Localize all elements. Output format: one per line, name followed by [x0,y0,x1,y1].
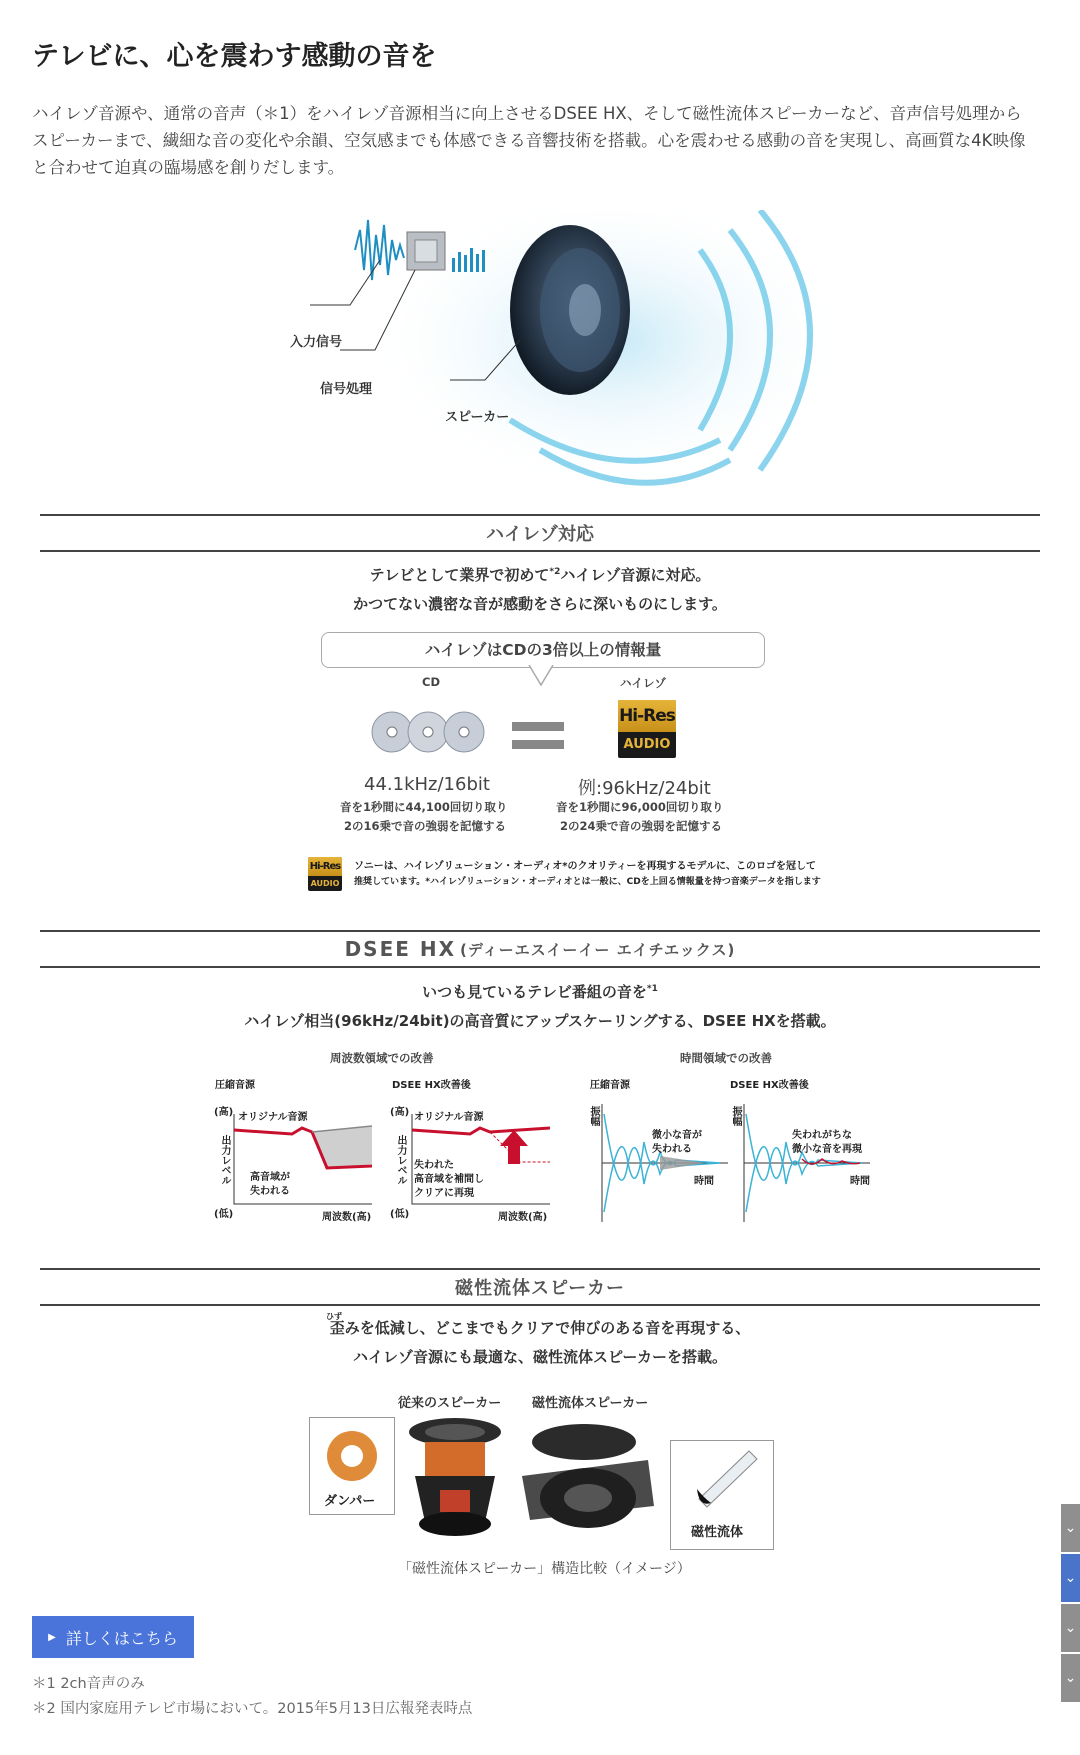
fluid-label: 磁性流体 [691,1525,744,1540]
chevron-down-icon: ⌄ [1064,1520,1077,1536]
ruby-text: ひず [326,1312,342,1321]
time-compressed-label: 圧縮音源 [590,1080,630,1091]
hires-note-2: 推奨しています。*ハイレゾリューション・オーディオとは一般に、CDを上回る情報量を持つ音楽データを指します [354,877,821,887]
conventional-speaker-image [400,1412,510,1542]
magnetic-fluid-icon [689,1449,759,1509]
high-label: (高) [214,1107,234,1118]
output-level-label: 出力レベル [219,1135,230,1185]
section-title: ハイレゾ対応 [486,524,594,545]
original-label: オリジナル音源 [238,1112,308,1123]
damper-label: ダンパー [324,1494,376,1509]
label-magnetic-speaker: 磁性流体スピーカー [532,1396,649,1411]
label-signal-processing: 信号処理 [320,382,373,397]
damper-box [309,1417,395,1515]
cd-desc-2: 2の16乗で音の強弱を記憶する [344,819,507,833]
section-header-magnetic: 磁性流体スピーカー [40,1268,1040,1306]
detail-button[interactable] [32,1616,194,1658]
cd-desc-1: 音を1秒間に44,100回切り取り [340,800,508,814]
hires-spec: 例:96kHz/24bit [578,778,711,799]
damper-icon [324,1428,380,1484]
section-header-dsee: DSEE HX (ディーエスイーイー エイチエックス) [40,930,1040,968]
amplitude-label-2: 振幅 [730,1106,741,1126]
chevron-down-icon: ⌄ [1064,1670,1077,1686]
sound-system-illustration [280,210,850,500]
tiny-lost-2: 失われる [652,1144,692,1155]
speaker-caption: 「磁性流体スピーカー」構造比較（イメージ） [398,1561,691,1577]
info-bubble: ハイレゾはCDの3倍以上の情報量 [321,632,765,668]
high-label-2: (高) [390,1107,410,1118]
cd-label: CD [422,675,440,689]
footnote-1: ＊1 2ch音声のみ [32,1676,145,1692]
time-axis-label: 時間 [694,1176,714,1187]
up-arrow-icon [500,1130,528,1164]
chevron-right-icon: ▶ [48,1631,56,1643]
freq-title: 周波数領域での改善 [330,1051,434,1065]
label-input-signal: 入力信号 [290,335,343,350]
input-waveform [355,220,404,280]
original-label-2: オリジナル音源 [414,1112,484,1123]
magnetic-description: 歪みを低減し、どこまでもクリアで伸びのある音を再現する、 ハイレゾ音源にも最適な、磁性流体スピーカーを搭載。 [329,1319,751,1366]
detail-button-label: 詳しくはこちら [65,1628,178,1648]
lost-high-1: 高音域が [250,1172,290,1183]
time-chart-improved [742,1104,872,1224]
cd-discs-icon [370,710,490,754]
lost-high-2: 失われる [250,1186,290,1197]
scroll-button-2[interactable] [1061,1554,1080,1602]
time-improved-label: DSEE HX改善後 [730,1080,809,1091]
hires-note-1: ソニーは、ハイレゾリューション・オーディオ*のクオリティーを再現するモデルに、このロゴを冠して [354,861,817,872]
restored-1: 失われた [414,1160,454,1171]
time-title: 時間領域での改善 [680,1051,772,1065]
hires-audio-logo: Hi-Res AUDIO [618,700,676,758]
scroll-button-4[interactable] [1061,1654,1080,1702]
freq-compressed-label: 圧縮音源 [215,1080,255,1091]
freq-improved-label: DSEE HX改善後 [392,1080,471,1091]
amplitude-label: 振幅 [588,1106,599,1126]
label-speaker: スピーカー [445,410,510,425]
scroll-button-3[interactable] [1061,1604,1080,1652]
dsee-description: いつも見ているテレビ番組の音を$^{*1}$ ハイレゾ相当(96kHz/24bit)の高音質にアップスケーリングする、DSEE HXを搭載。 [244,983,836,1030]
low-label-2: (低) [390,1209,410,1220]
cd-spec: 44.1kHz/16bit [364,774,490,795]
footnote-2: ＊2 国内家庭用テレビ市場において。2015年5月13日広報発表時点 [32,1701,473,1717]
magnetic-fluid-speaker-image [518,1420,658,1545]
restored-2: 高音域を補間し [414,1174,484,1185]
intro-paragraph: ハイレゾ音源や、通常の音声（＊1）をハイレゾ音源相当に向上させるDSEE HX、そして磁性流体スピーカーなど、音声信号処理からスピーカーまで、繊細な音の変化や余韻、空気感までも体感できる音響技術を搭載。心を震わせる感動の音を実現し、高画質な4K映像と合わせて迫真の臨場感を創りだします。 [32,104,1026,177]
low-label: (低) [214,1209,234,1220]
hires-desc-2: 2の24乗で音の強弱を記憶する [560,819,723,833]
time-axis-label-2: 時間 [850,1176,870,1187]
fluid-box [670,1440,774,1550]
hires-desc-1: 音を1秒間に96,000回切り取り [556,800,724,814]
section-header-hires [40,514,1040,552]
hires-description: テレビとして業界で初めて$^{*2}$ハイレゾ音源に対応。 かつてない濃密な音が感動をさらに深いものにします。 [353,566,727,613]
time-chart-compressed [600,1104,730,1224]
hires-label: ハイレゾ [620,676,666,690]
tiny-restored-2: 微小な音を再現 [792,1144,862,1155]
chevron-down-icon: ⌄ [1064,1620,1077,1636]
scroll-button-1[interactable] [1061,1504,1080,1552]
tiny-restored-1: 失われがちな [792,1130,852,1141]
equals-icon [512,720,564,752]
freq-axis-label-2: 周波数(高) [498,1212,548,1223]
chevron-down-icon: ⌄ [1064,1570,1077,1586]
output-level-label-2: 出力レベル [395,1135,406,1185]
page-title: テレビに、心を震わす感動の音を [32,41,437,72]
hires-audio-logo-small: Hi-Res AUDIO [308,857,342,891]
tiny-lost-1: 微小な音が [652,1130,702,1141]
bubble-pointer [528,665,554,687]
restored-3: クリアに再現 [414,1188,474,1199]
freq-axis-label: 周波数(高) [322,1212,372,1223]
label-conventional-speaker: 従来のスピーカー [398,1396,502,1411]
